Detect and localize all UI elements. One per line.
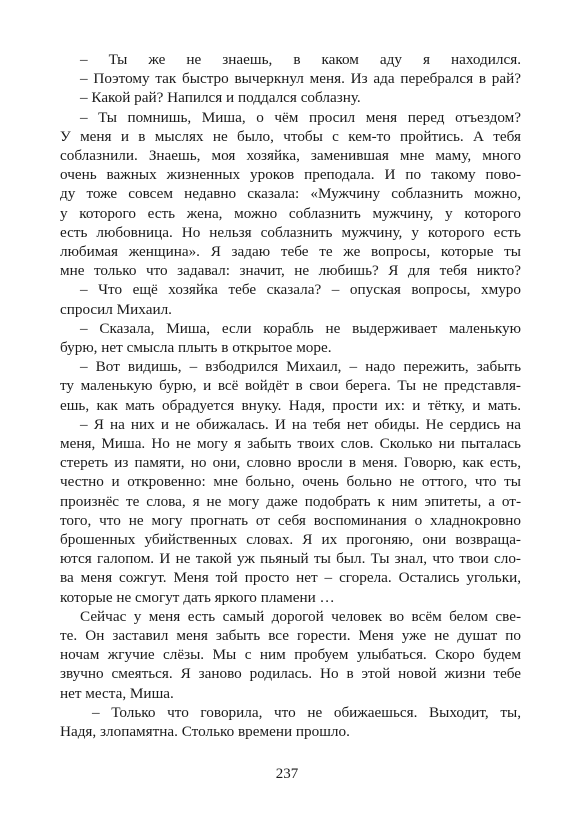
text-line: ду тоже совсем недавно сказала: «Мужчину соблазнить можно,	[60, 185, 521, 203]
text-line: – Я на них и не обижалась. И на тебя нет обиды. Не сердись на	[80, 415, 521, 433]
text-line: соблазнили. Знаешь, моя хозяйка, заменившая мне маму, много	[60, 147, 521, 164]
text-line: Надя, злопамятна. Столько времени прошло.	[60, 723, 350, 740]
text-line: ту маленькую бурю, и всё войдёт в свои берега. Ты не представля-	[60, 377, 521, 395]
text-line: звучно смеяться. Я заново родилась. Но в этой новой жизни тебе	[60, 665, 521, 683]
text-line: – Только что говорила, что не обижаешься. Выходит, ты,	[92, 703, 521, 721]
text-line: спросил Михаил.	[60, 300, 172, 318]
text-line: стереть из памяти, но они, словно вросли в меня. Говорю, как есть,	[60, 454, 521, 472]
text-line: которые не смогут дать яркого пламени …	[60, 588, 335, 606]
text-line: того, что не могу прогнать от себя воспоминания о хладнокровно	[60, 511, 521, 529]
text-line: нет места, Миша.	[60, 684, 174, 702]
text-line: ются галопом. И не такой уж пьяный ты был. Ты знал, что твои сло-	[60, 550, 521, 568]
text-line: ешь, как мать обрадуется внуку. Надя, прости их: и тётку, и мать.	[60, 396, 521, 414]
text-line: меня, Миша. Но не могу я забыть твоих слов. Сколько ни пыталась	[60, 435, 521, 452]
text-line: очень важных жизненных уроков преподала. И по такому пово-	[60, 166, 521, 184]
text-line: У меня и в мыслях не было, чтобы с кем-то пройтись. А тебя	[60, 127, 521, 145]
text-line: – Ты же не знаешь, в каком аду я находился.	[80, 51, 521, 68]
text-line: есть любовница. Но нельзя соблазнить мужчину, у которого есть	[60, 223, 521, 241]
text-line: те. Он заставил меня забыть все горести. Меня уже не душат по	[60, 627, 521, 644]
text-line: брошенных убийственных словах. Я их прогоняю, они возвраща-	[60, 531, 521, 548]
text-line: Сейчас у меня есть самый дорогой человек во всём белом све-	[80, 607, 521, 625]
text-line: бурю, нет смысла плыть в открытое море.	[60, 339, 332, 356]
text-line: – Ты помнишь, Миша, о чём просил меня перед отъездом?	[80, 108, 521, 126]
text-line: ночам жгучие слёзы. Мы с ним пробуем улыбаться. Скоро будем	[60, 646, 521, 664]
text-line: произнёс те слова, я не могу даже подобрать к ним эпитеты, а от-	[60, 492, 521, 510]
text-line: честно и откровенно: мне больно, очень больно не оттого, что ты	[60, 473, 521, 491]
text-line: мне только что задавал: значит, не любишь? Я для тебя никто?	[60, 262, 521, 280]
text-line: – Сказала, Миша, если корабль не выдерживает маленькую	[80, 319, 521, 337]
text-line: – Поэтому так быстро вычеркнул меня. Из ада перебрался в рай?	[80, 70, 521, 88]
text-line: у которого есть жена, можно соблазнить мужчину, у которого	[60, 204, 521, 222]
page-number: 237	[275, 766, 299, 782]
text-line: ва меня сожгут. Меня той просто нет – сгорела. Остались угольки,	[60, 569, 521, 587]
text-line: – Вот видишь, – взбодрился Михаил, – надо пережить, забыть	[80, 358, 521, 376]
text-line: – Что ещё хозяйка тебе сказала? – опуская вопросы, хмуро	[80, 281, 521, 299]
text-line: любимая женщина». Я задаю тебе те же вопросы, которые ты	[60, 243, 521, 260]
text-line: – Какой рай? Напился и поддался соблазну.	[80, 89, 361, 107]
